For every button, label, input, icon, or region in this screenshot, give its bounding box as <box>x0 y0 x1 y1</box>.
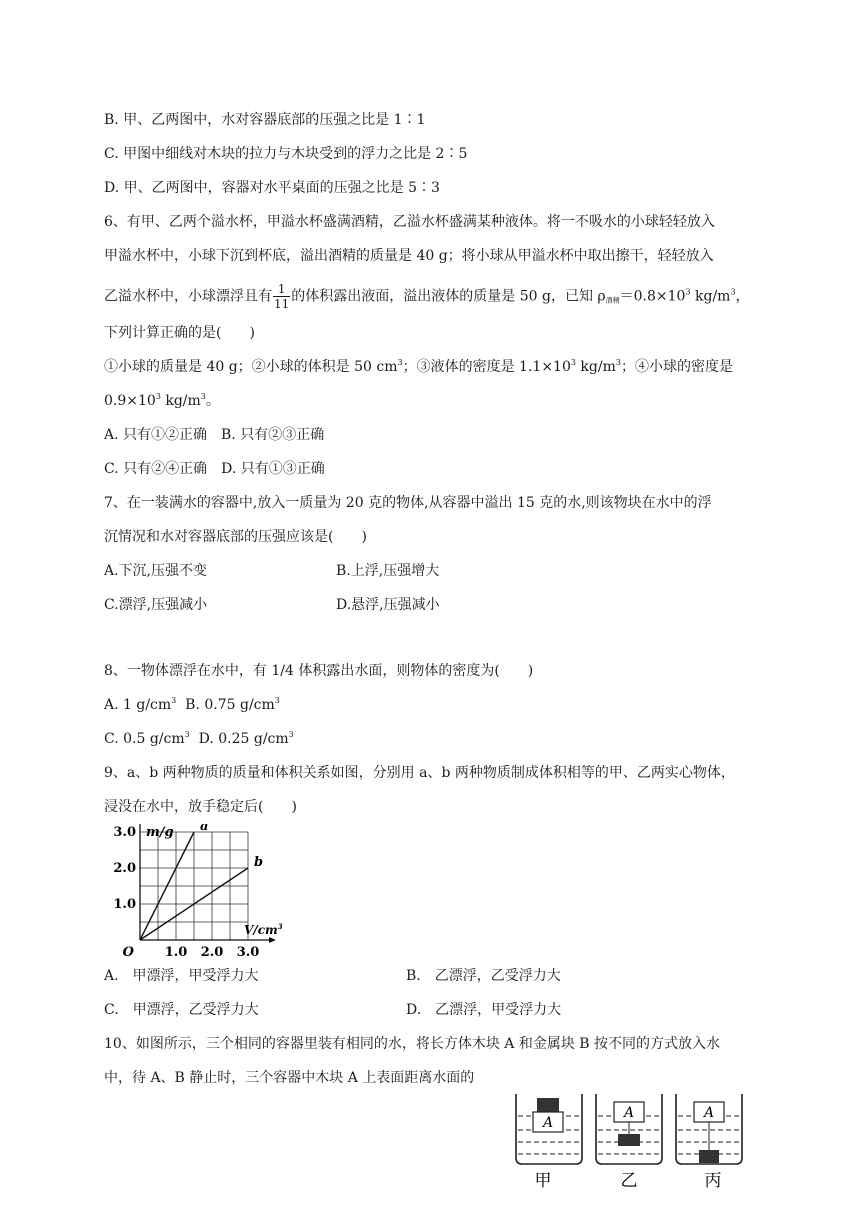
fraction <box>273 282 290 311</box>
q6-text: kg/m <box>160 393 201 409</box>
beaker-label-yi: 乙 <box>620 1171 638 1190</box>
subscript: 酒精 <box>605 296 620 305</box>
q6-text: 。 <box>205 393 220 409</box>
superscript: 3 <box>155 392 161 401</box>
q6-stem-line6 <box>104 391 220 411</box>
beaker-yi <box>596 1094 662 1164</box>
q10-stem-line1: 10、如图所示，三个相同的容器里装有相同的水，将长方体木块 A 和金属块 B 按不同的方式放入水 <box>104 1036 721 1052</box>
x-axis-arrow <box>269 937 276 943</box>
q6-text: 乙溢水杯中，小球漂浮且有 <box>104 288 272 305</box>
q5-option-b: B. 甲、乙两图中，水对容器底部的压强之比是 1∶1 <box>104 112 426 128</box>
q6-text: ；④小球的密度是 <box>620 359 733 375</box>
block-a-label: A <box>703 1105 715 1121</box>
superscript: 3 <box>274 696 280 705</box>
origin-label: O <box>122 945 134 960</box>
q8-options-ab <box>104 695 280 715</box>
beakers-figure <box>508 1090 768 1190</box>
q6-text: ， <box>735 288 750 305</box>
q7-stem-line1: 7、在一装满水的容器中,放入一质量为 20 克的物体,从容器中溢出 15 克的水,则该物块在水中的浮 <box>104 495 712 511</box>
fraction-denominator: 11 <box>274 297 290 311</box>
beaker-label-bing: 丙 <box>704 1171 722 1190</box>
q5-option-d: D. 甲、乙两图中，容器对水平桌面的压强之比是 5∶3 <box>104 180 440 196</box>
q6-text: 的体积露出液面，溢出液体的质量是 50 g，已知 ρ <box>291 288 606 305</box>
q8-options-cd <box>104 729 294 749</box>
series-label-a: a <box>200 824 209 834</box>
q8-stem: 8、一物体漂浮在水中，有 1/4 体积露出水面，则物体的密度为( ) <box>104 663 534 679</box>
x-tick-label: 1.0 <box>164 945 188 960</box>
superscript: 3 <box>288 730 294 739</box>
x-axis-label: $V/cm^3$ <box>244 922 283 937</box>
q7-option-a: A.下沉,压强不变 <box>104 563 208 579</box>
q8-option-c: C. 0.5 g/cm <box>104 731 185 747</box>
beaker-bing <box>676 1094 742 1164</box>
y-tick-label: 1.0 <box>113 897 136 912</box>
q7-option-c: C.漂浮,压强减小 <box>104 597 208 613</box>
metal-block-b <box>537 1098 559 1112</box>
q9-stem-line2: 浸没在水中，放手稳定后( ) <box>104 799 297 815</box>
q6-options-cd: C. 只有②④正确 D. 只有①③正确 <box>104 461 325 477</box>
q6-stem-line2: 甲溢水杯中，小球下沉到杯底，溢出酒精的质量是 40 g；将小球从甲溢水杯中取出擦干，轻轻放入 <box>104 248 714 264</box>
x-axis-label-sup: 3 <box>277 922 283 931</box>
superscript: 3 <box>615 358 621 367</box>
block-a-label: A <box>623 1105 635 1121</box>
q7-option-d: D.悬浮,压强减小 <box>336 597 440 613</box>
superscript: 3 <box>397 358 403 367</box>
fraction-numerator: 1 <box>273 282 290 297</box>
q6-text: ＝0.8×10 <box>619 288 686 305</box>
metal-block-b <box>618 1134 640 1146</box>
superscript: 3 <box>685 287 691 297</box>
q8-option-d: D. 0.25 g/cm <box>198 731 289 747</box>
metal-block-b <box>699 1150 719 1163</box>
y-tick-label: 3.0 <box>113 825 136 840</box>
q9-stem-line1: 9、a、b 两种物质的质量和体积关系如图，分别用 a、b 两种物质制成体积相等的甲、乙两实心物体， <box>104 765 735 781</box>
q10-stem-line2: 中，待 A、B 静止时，三个容器中木块 A 上表面距离水面的 <box>104 1070 475 1086</box>
block-a-label: A <box>542 1115 554 1131</box>
q6-stem-line5 <box>104 357 733 377</box>
q6-options-ab: A. 只有①②正确 B. 只有②③正确 <box>104 427 325 443</box>
q9-option-a: A. 甲漂浮，甲受浮力大 <box>104 968 259 984</box>
q9-option-d: D. 乙漂浮，甲受浮力大 <box>406 1002 562 1018</box>
chart-grid <box>140 832 248 940</box>
superscript: 3 <box>171 696 177 705</box>
q6-text: ①小球的质量是 40 g；②小球的体积是 50 cm <box>104 359 398 375</box>
y-tick-label: 2.0 <box>113 861 136 876</box>
series-label-b: b <box>254 855 264 870</box>
q6-stem-line1: 6、有甲、乙两个溢水杯，甲溢水杯盛满酒精，乙溢水杯盛满某种液体。将一不吸水的小球轻轻放入 <box>104 214 715 230</box>
q6-text: kg/m <box>690 288 731 305</box>
superscript: 3 <box>730 287 736 297</box>
q7-option-b: B.上浮,压强增大 <box>336 563 440 579</box>
superscript: 3 <box>184 730 190 739</box>
q9-option-b: B. 乙漂浮，乙受浮力大 <box>406 968 561 984</box>
q8-option-b: B. 0.75 g/cm <box>185 697 275 713</box>
q6-stem-line4: 下列计算正确的是( ) <box>104 325 255 341</box>
q6-stem-line3 <box>104 282 750 311</box>
beaker-label-jia: 甲 <box>534 1171 552 1190</box>
q9-option-c: C. 甲漂浮，乙受浮力大 <box>104 1002 259 1018</box>
q6-text: kg/m <box>575 359 616 375</box>
superscript: 3 <box>200 392 206 401</box>
superscript: 3 <box>570 358 576 367</box>
q6-text: 0.9×10 <box>104 393 156 409</box>
q7-stem-line2: 沉情况和水对容器底部的压强应该是( ) <box>104 529 367 545</box>
q5-option-c: C. 甲图中细线对木块的拉力与木块受到的浮力之比是 2∶5 <box>104 146 468 162</box>
y-axis-label: m/g <box>146 825 174 840</box>
x-tick-label: 2.0 <box>200 945 224 960</box>
q8-option-a: A. 1 g/cm <box>104 697 172 713</box>
x-tick-label: 3.0 <box>236 945 260 960</box>
beaker-jia <box>516 1094 582 1164</box>
mass-volume-chart <box>100 824 310 960</box>
q6-text: ；③液体的密度是 1.1×10 <box>402 359 571 375</box>
